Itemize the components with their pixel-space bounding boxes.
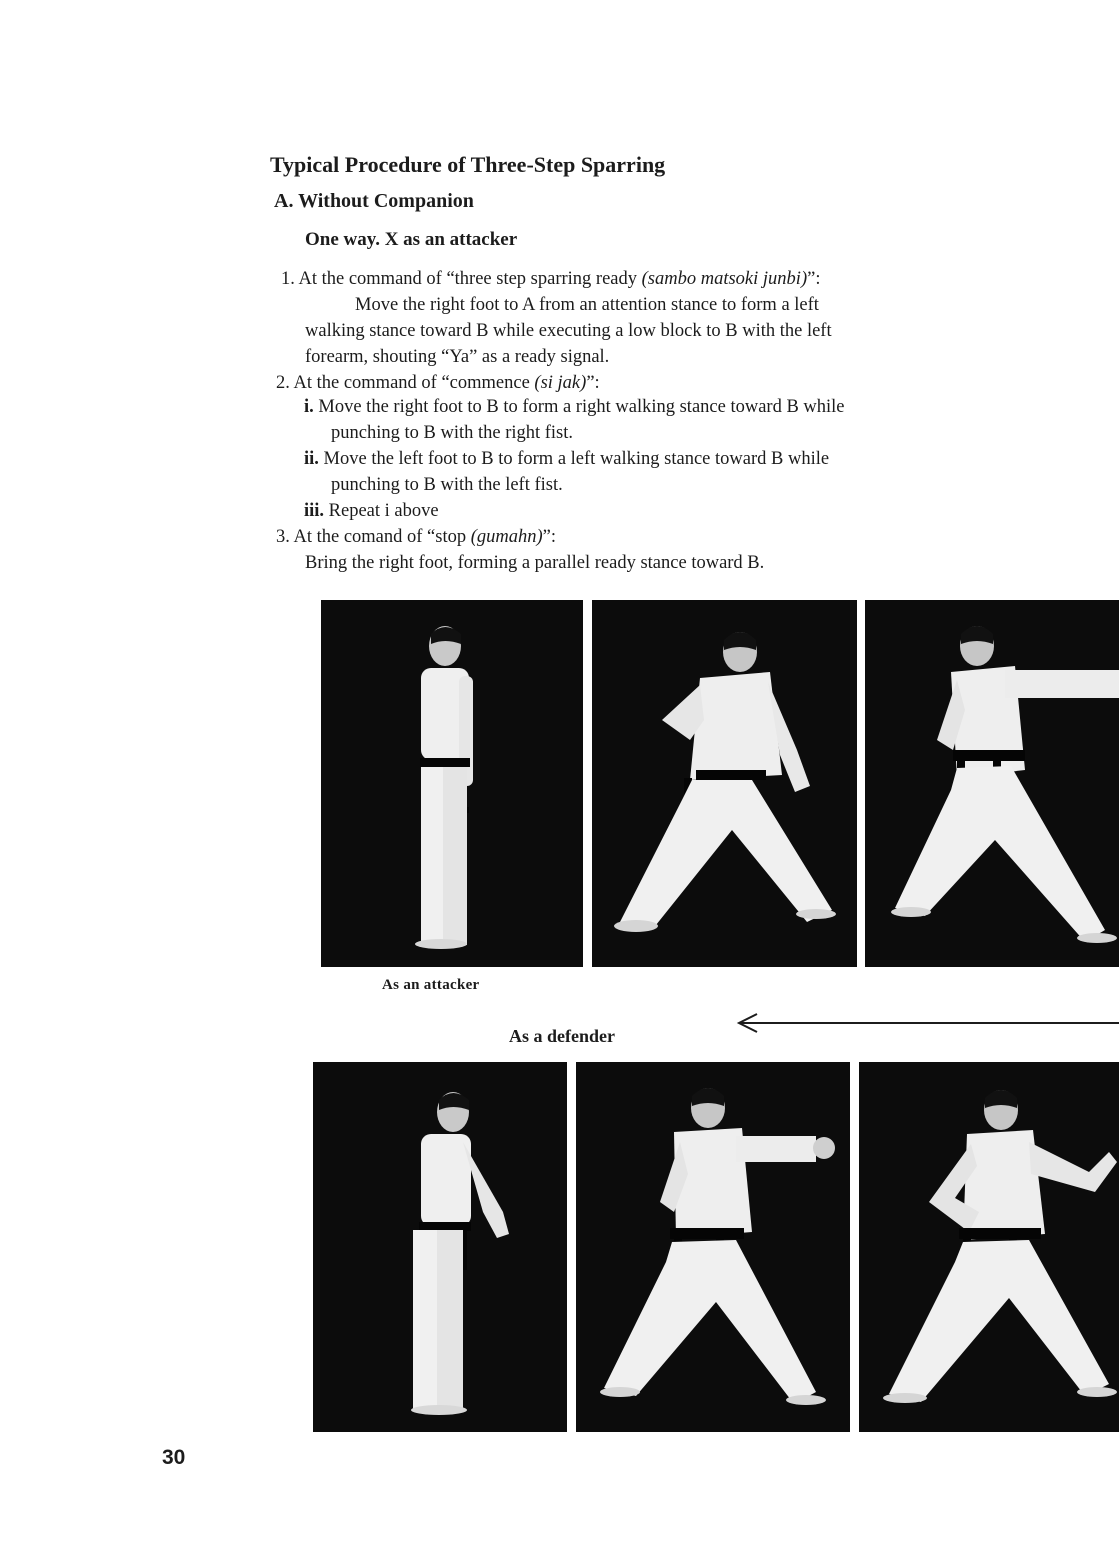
step-2-item-ii-cont: punching to B with the left fist. <box>331 475 563 495</box>
step-2-number: 2. <box>276 373 290 393</box>
defender-photo-ready <box>313 1062 567 1432</box>
step-3-body-line: Bring the right foot, forming a parallel ready stance toward B. <box>305 553 765 573</box>
step-3-number: 3. <box>276 527 290 547</box>
step-2-item-iii <box>304 498 439 524</box>
step-2-lead: At the command of “commence <box>293 373 535 393</box>
attacker-punch-figure <box>865 600 1119 967</box>
defender-photo-guard <box>859 1062 1119 1432</box>
attacker-low-block-figure <box>592 600 857 967</box>
step-1-command <box>281 266 820 292</box>
step-2-item-ii <box>304 446 829 472</box>
item-marker: ii. <box>304 449 319 469</box>
defender-guard-figure <box>859 1062 1119 1432</box>
step-3-close: ”: <box>542 527 557 547</box>
step-1-number: 1. <box>281 269 295 289</box>
step-1-term: (sambo matsoki junbi) <box>641 269 808 289</box>
step-1-body-line: walking stance toward B while executing a low block to B with the left <box>305 321 832 341</box>
page-number: 30 <box>162 1446 186 1469</box>
subsection-heading: One way. X as an attacker <box>305 229 518 250</box>
attacker-photo-ready <box>321 600 583 967</box>
defender-punch-figure <box>576 1062 850 1432</box>
step-3-lead: At the comand of “stop <box>293 527 471 547</box>
attacker-ready-stance-figure <box>321 600 583 967</box>
step-3-command <box>276 524 556 550</box>
page-heading: Typical Procedure of Three-Step Sparring <box>270 152 666 177</box>
step-3-term: (gumahn) <box>470 527 543 547</box>
section-heading: A. Without Companion <box>274 190 474 212</box>
step-2-item-i <box>304 394 845 420</box>
item-text: Repeat i above <box>328 501 439 521</box>
item-text: Move the right foot to B to form a right walking stance toward B while <box>318 397 845 417</box>
step-2-term: (si jak) <box>534 373 587 393</box>
defender-ready-stance-figure <box>313 1062 567 1432</box>
step-1-close: ”: <box>807 269 821 289</box>
defender-caption: As a defender <box>509 1026 615 1046</box>
step-1-body-line: Move the right foot to A from an attention stance to form a left <box>355 295 819 315</box>
step-1-body-line: forearm, shouting “Ya” as a ready signal. <box>305 347 610 367</box>
item-text: Move the left foot to B to form a left walking stance toward B while <box>323 449 830 469</box>
step-2-command <box>276 370 600 396</box>
step-2-close: ”: <box>586 373 600 393</box>
left-arrow-icon <box>735 1012 1119 1034</box>
attacker-photo-low-block <box>592 600 857 967</box>
step-1-lead: At the command of “three step sparring ready <box>298 269 642 289</box>
step-2-item-i-cont: punching to B with the right fist. <box>331 423 574 443</box>
item-marker: iii. <box>304 501 325 521</box>
defender-photo-punch <box>576 1062 850 1432</box>
item-marker: i. <box>304 397 314 417</box>
attacker-photo-punch <box>865 600 1119 967</box>
attacker-caption: As an attacker <box>382 977 480 993</box>
